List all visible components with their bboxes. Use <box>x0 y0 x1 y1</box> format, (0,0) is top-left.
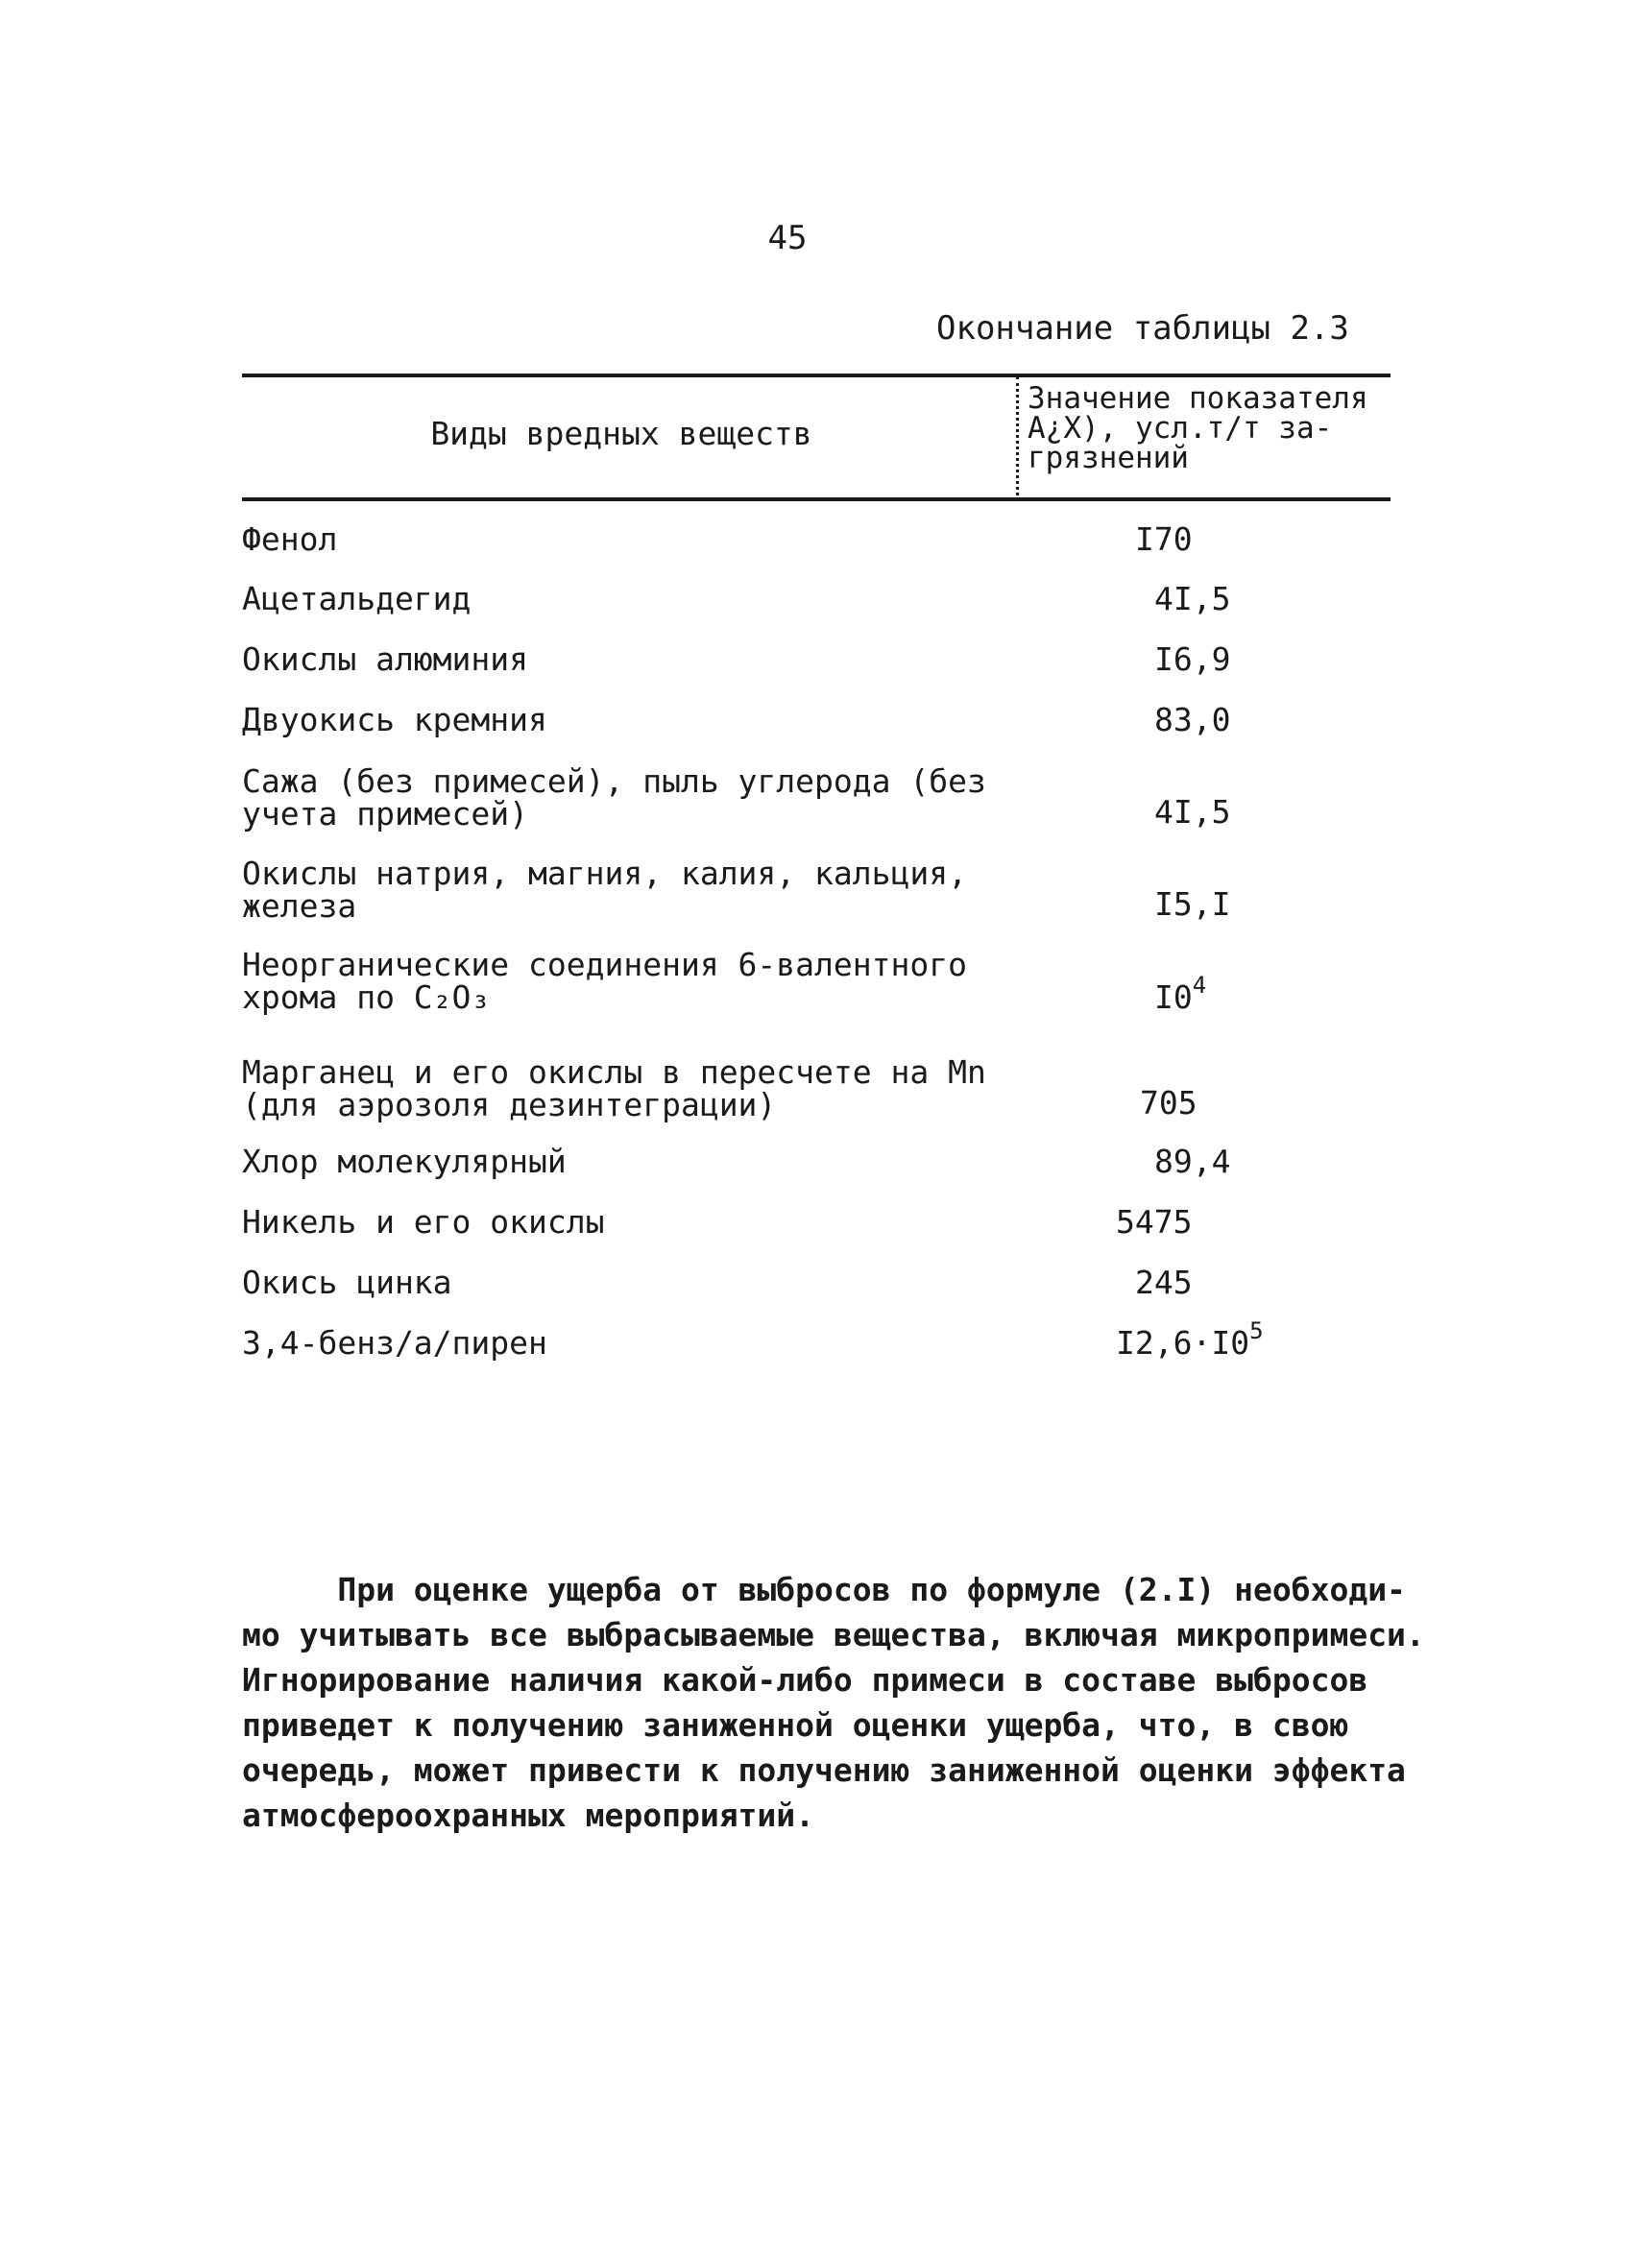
substance-name: Окислы алюминия <box>242 640 529 678</box>
paragraph-line: Игнорирование наличия какой-либо примеси в составе выбросов <box>242 1661 1368 1699</box>
substance-name: 3,4-бенз/а/пирен <box>242 1324 547 1362</box>
indicator-value: I6,9 <box>1154 640 1231 678</box>
substance-name: Фенол <box>242 520 338 558</box>
indicator-value-exponent: 5 <box>1249 1317 1264 1344</box>
indicator-value-exponent: 4 <box>1192 972 1207 999</box>
substance-name: Окись цинка <box>242 1264 452 1301</box>
indicator-value: 83,0 <box>1154 701 1231 738</box>
header-indicator-line: Значение показателя <box>1028 381 1368 416</box>
paragraph-line: приведет к получению заниженной оценки ущерба, что, в свою <box>242 1706 1349 1744</box>
indicator-value <box>1116 1317 1423 1362</box>
header-indicator-value <box>1028 381 1392 475</box>
paragraph-line: При оценке ущерба от выбросов по формуле (2.I) необходи- <box>242 1571 1406 1608</box>
indicator-value <box>1154 972 1462 1016</box>
header-bottom-rule <box>242 497 1391 501</box>
header-substance-types: Виды вредных веществ <box>430 415 812 452</box>
table-top-rule <box>242 374 1391 377</box>
indicator-value: 4I,5 <box>1154 580 1231 617</box>
table-caption: Окончание таблицы 2.3 <box>936 309 1349 348</box>
substance-name: Никель и его окислы <box>242 1203 605 1241</box>
substance-name: Неорганические соединения 6-валентного хрома по C₂O₃ <box>242 946 967 1016</box>
body-paragraph <box>242 1567 1425 1838</box>
substance-name: Хлор молекулярный <box>242 1143 567 1180</box>
paragraph-line: атмосфероохранных мероприятий. <box>242 1797 815 1834</box>
substance-name: Марганец и его окислы в пересчете на Mn (для аэрозоля дезинтеграции) <box>242 1053 986 1123</box>
paragraph-line: мо учитывать все выбрасываемые вещества, включая микропримеси. <box>242 1616 1425 1653</box>
header-column-separator <box>1016 376 1019 495</box>
indicator-value-base: I0 <box>1154 978 1193 1016</box>
indicator-value: 5475 <box>1116 1203 1193 1241</box>
indicator-value: 705 <box>1140 1084 1197 1122</box>
substance-name: Двуокись кремния <box>242 701 547 738</box>
indicator-value: I5,I <box>1154 885 1231 923</box>
substance-name: Ацетальдегид <box>242 580 472 617</box>
indicator-value-base: I2,6·I0 <box>1116 1324 1250 1362</box>
indicator-value: 89,4 <box>1154 1143 1231 1180</box>
indicator-value: 4I,5 <box>1154 793 1231 831</box>
indicator-value: 245 <box>1135 1264 1193 1301</box>
indicator-value: I70 <box>1135 520 1193 558</box>
header-indicator-line: A¿X), усл.т/т за- <box>1028 411 1333 446</box>
substance-name: Сажа (без примесей), пыль углерода (без учета примесей) <box>242 762 986 832</box>
paragraph-line: очередь, может привести к получению заниженной оценки эффекта <box>242 1751 1406 1789</box>
header-indicator-line: грязнений <box>1028 441 1189 475</box>
page-number: 45 <box>767 219 808 257</box>
substance-name: Окислы натрия, магния, калия, кальция, железа <box>242 855 967 925</box>
